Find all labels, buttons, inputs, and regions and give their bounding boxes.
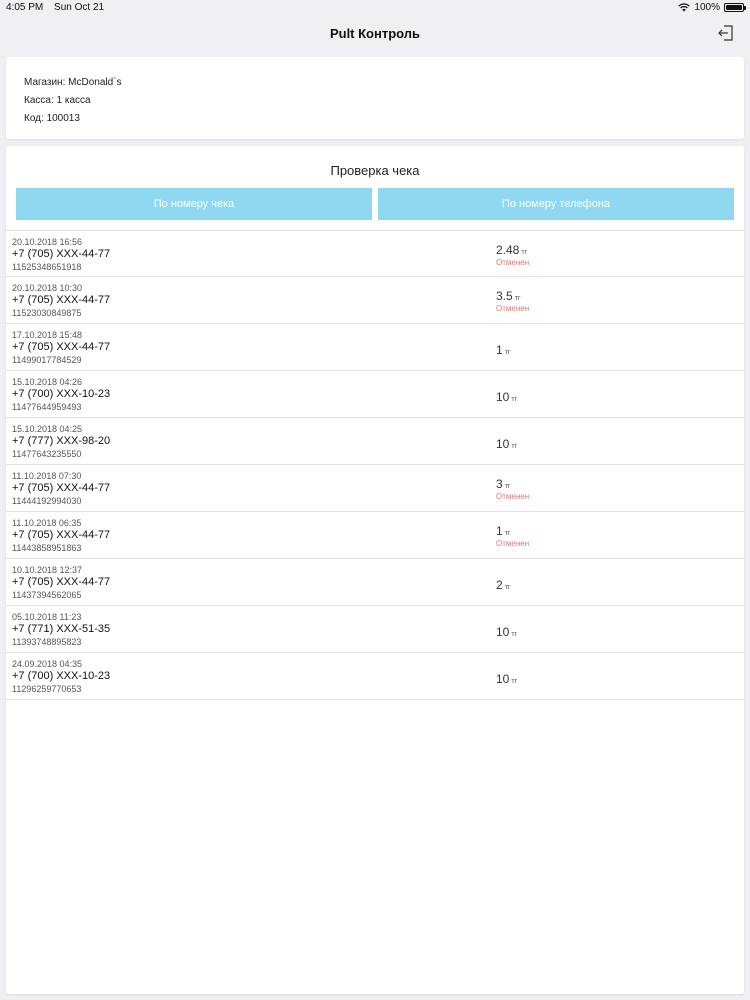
check-title: Проверка чека: [330, 163, 420, 178]
receipt-phone: +7 (705) XXX-44-77: [12, 482, 111, 494]
receipt-phone: +7 (705) XXX-44-77: [12, 529, 111, 541]
receipt-code: 11525348651918: [12, 262, 82, 272]
receipt-currency: тг: [511, 631, 518, 638]
receipt-code: 11393748895823: [12, 637, 82, 647]
receipt-amount: 10: [496, 437, 510, 451]
tab-by-receipt-number[interactable]: По номеру чека: [16, 188, 372, 220]
receipt-date: 10.10.2018 12:37: [12, 565, 83, 575]
table-row[interactable]: [6, 230, 744, 277]
receipt-amount-wrap: [496, 287, 520, 305]
shop-label: Магазин:: [24, 77, 66, 88]
receipt-currency: тг: [511, 678, 518, 685]
receipt-list: [6, 230, 744, 700]
receipt-date: 15.10.2018 04:26: [12, 377, 83, 387]
receipt-phone: +7 (705) XXX-44-77: [12, 576, 111, 588]
page-title: Pult Контроль: [329, 25, 421, 41]
receipt-phone: +7 (705) XXX-44-77: [12, 248, 111, 260]
receipt-code: 11437394562065: [12, 590, 82, 600]
receipt-date: 05.10.2018 11:23: [12, 612, 82, 622]
receipt-status: Отменен: [496, 492, 530, 501]
check-card: [6, 146, 744, 994]
receipt-phone: +7 (700) XXX-10-23: [12, 388, 111, 400]
status-time: 4:05 PM: [6, 2, 44, 13]
receipt-currency: тг: [521, 249, 528, 256]
receipt-date: 11.10.2018 07:30: [12, 471, 82, 481]
shop-value: McDonald`s: [68, 77, 122, 88]
wifi-icon: [678, 3, 690, 12]
receipt-amount: 1: [496, 343, 503, 357]
receipt-status: Отменен: [496, 258, 530, 267]
receipt-phone: +7 (777) XXX-98-20: [12, 435, 111, 447]
battery-icon: [724, 3, 744, 12]
receipt-date: 15.10.2018 04:25: [12, 424, 83, 434]
receipt-phone: +7 (700) XXX-10-23: [12, 670, 111, 682]
receipt-code: 11444192994030: [12, 496, 82, 506]
receipt-amount-wrap: [496, 670, 517, 688]
table-row[interactable]: [6, 653, 744, 700]
status-bar: [0, 0, 750, 14]
receipt-phone: +7 (771) XXX-51-35: [12, 623, 111, 635]
receipt-currency: тг: [514, 295, 521, 302]
search-tabs: [6, 188, 744, 220]
receipt-amount: 3: [496, 477, 503, 491]
receipt-currency: тг: [511, 396, 518, 403]
receipt-code: 11523030849875: [12, 308, 82, 318]
receipt-amount: 2.48: [496, 243, 520, 257]
table-row[interactable]: [6, 465, 744, 512]
receipt-amount: 1: [496, 524, 503, 538]
code-label: Код:: [24, 113, 44, 124]
table-row[interactable]: [6, 277, 744, 324]
status-right: [678, 2, 744, 13]
receipt-amount-wrap: [496, 341, 510, 359]
receipt-status: Отменен: [496, 539, 530, 548]
table-row[interactable]: [6, 371, 744, 418]
receipt-amount: 10: [496, 390, 510, 404]
receipt-code: 11296259770653: [12, 684, 82, 694]
receipt-currency: тг: [504, 483, 511, 490]
receipt-amount-wrap: [496, 388, 517, 406]
nav-bar: [0, 14, 750, 52]
status-date: Sun Oct 21: [54, 2, 105, 13]
code-value: 100013: [46, 113, 80, 124]
table-row[interactable]: [6, 418, 744, 465]
receipt-amount-wrap: [496, 241, 527, 259]
logout-button[interactable]: [716, 23, 736, 43]
receipt-code: 11499017784529: [12, 355, 82, 365]
receipt-amount: 10: [496, 672, 510, 686]
kassa-label: Касса:: [24, 95, 54, 106]
receipt-date: 24.09.2018 04:35: [12, 659, 83, 669]
receipt-currency: тг: [504, 584, 511, 591]
table-row[interactable]: [6, 324, 744, 371]
receipt-currency: тг: [504, 349, 511, 356]
table-row[interactable]: [6, 512, 744, 559]
receipt-amount-wrap: [496, 435, 517, 453]
receipt-status: Отменен: [496, 304, 530, 313]
receipt-date: 17.10.2018 15:48: [12, 330, 83, 340]
receipt-code: 11477643235550: [12, 449, 82, 459]
logout-icon: [718, 25, 734, 41]
kassa-line: [24, 92, 726, 110]
receipt-amount: 2: [496, 578, 503, 592]
receipt-amount: 3.5: [496, 289, 513, 303]
code-line: [24, 110, 726, 128]
receipt-phone: +7 (705) XXX-44-77: [12, 341, 111, 353]
table-row[interactable]: [6, 559, 744, 606]
receipt-date: 20.10.2018 16:56: [12, 237, 83, 247]
receipt-phone: +7 (705) XXX-44-77: [12, 294, 111, 306]
receipt-amount: 10: [496, 625, 510, 639]
battery-fill: [726, 5, 742, 10]
receipt-amount-wrap: [496, 623, 517, 641]
receipt-code: 11443858951863: [12, 543, 82, 553]
receipt-date: 11.10.2018 06:35: [12, 518, 82, 528]
receipt-amount-wrap: [496, 576, 510, 594]
battery-percent: 100%: [694, 2, 720, 13]
receipt-code: 11477644959493: [12, 402, 82, 412]
status-left: [6, 2, 112, 13]
receipt-amount-wrap: [496, 475, 510, 493]
store-info-card: [6, 57, 744, 139]
receipt-amount-wrap: [496, 522, 510, 540]
receipt-currency: тг: [504, 530, 511, 537]
table-row[interactable]: [6, 606, 744, 653]
shop-line: [24, 74, 726, 92]
receipt-currency: тг: [511, 443, 518, 450]
tab-by-phone-number[interactable]: По номеру телефона: [378, 188, 734, 220]
receipt-date: 20.10.2018 10:30: [12, 283, 83, 293]
kassa-value: 1 касса: [56, 95, 91, 106]
